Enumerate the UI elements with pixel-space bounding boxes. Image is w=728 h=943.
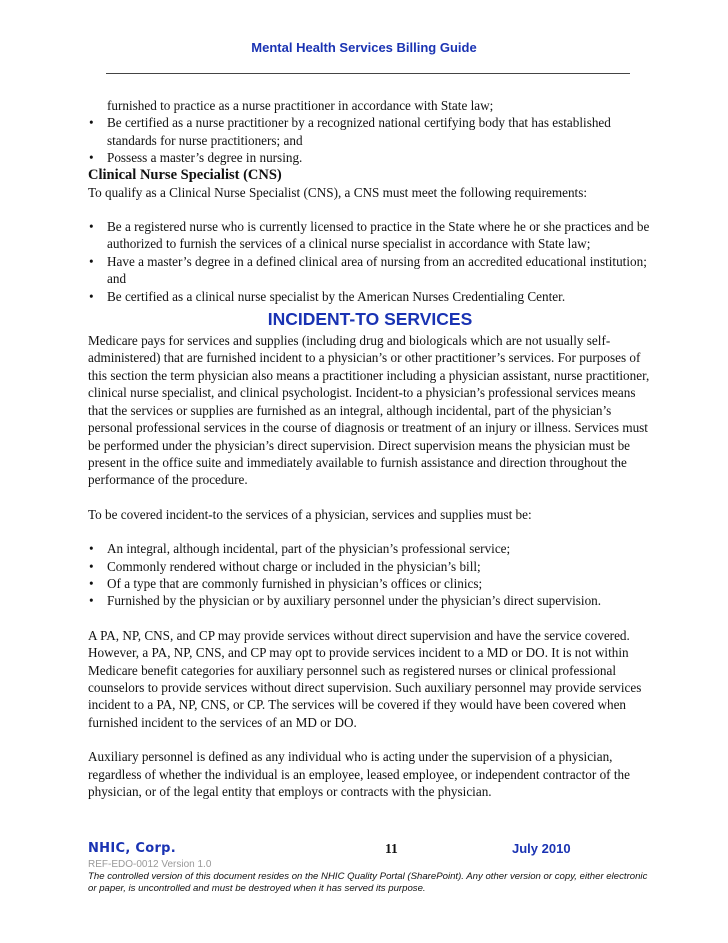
spacer bbox=[88, 610, 652, 627]
np-requirements-list bbox=[88, 114, 652, 166]
list-item: • Have a master’s degree in a defined clinical area of nursing from an accredited educational institution; and bbox=[88, 253, 652, 288]
footer-date: July 2010 bbox=[512, 841, 571, 856]
list-item: • Of a type that are commonly furnished in physician’s offices or clinics; bbox=[88, 575, 652, 592]
page-footer bbox=[88, 841, 648, 859]
spacer bbox=[88, 731, 652, 748]
list-item: • An integral, although incidental, part of the physician’s professional service; bbox=[88, 540, 652, 557]
coverage-requirements-list bbox=[88, 540, 652, 610]
cns-intro: To qualify as a Clinical Nurse Specialist (CNS), a CNS must meet the following requirements: bbox=[88, 184, 588, 200]
document-reference: REF-EDO-0012 Version 1.0 bbox=[88, 859, 212, 870]
list-item: • Commonly rendered without charge or included in the physician’s bill; bbox=[88, 558, 652, 575]
cns-requirements-list bbox=[88, 218, 652, 305]
spacer bbox=[88, 201, 652, 218]
list-item: • Be certified as a nurse practitioner by a recognized national certifying body that has established standards for nurse practitioners; and bbox=[88, 114, 652, 149]
header-rule bbox=[106, 73, 630, 74]
footer-page-number: 11 bbox=[385, 841, 398, 856]
footer-company: NHIC, Corp. bbox=[88, 841, 177, 856]
page-header-title: Mental Health Services Billing Guide bbox=[251, 40, 477, 55]
list-item: • Be certified as a clinical nurse specialist by the American Nurses Credentialing Center. bbox=[88, 288, 652, 305]
paragraph: Auxiliary personnel is defined as any individual who is acting under the supervision of a physician, regardless of whether the individual is an employee, leased employee, or independent contractor of the physician, or of the legal entity that employs or contracts with the physician. bbox=[88, 749, 630, 799]
paragraph: Medicare pays for services and supplies (including drug and biologicals which are not usually self-administered) that are furnished incident to a physician’s or other practitioner’s services. For purposes of this section the term physician also means a practitioner including a physician assistant, nurse practitioner, clinical nurse specialist, and clinical psychologist. Incident-to a physician’s professional services means that the services or supplies are furnished as an integral, although incidental, part of the physician’s personal professional services in the course of diagnosis or treatment of an injury or illness. Services must be performed under the physician’s direct supervision. Direct supervision means the physician must be present in the office suite and immediately available to furnish assistance and direction throughout the performance of the procedure. bbox=[88, 333, 650, 488]
list-item: • Be a registered nurse who is currently licensed to practice in the State where he or she practices and be authorized to furnish the services of a clinical nurse specialist in accordance with State law; bbox=[88, 218, 652, 253]
section-heading: INCIDENT-TO SERVICES bbox=[267, 309, 473, 330]
list-item: • Furnished by the physician or by auxiliary personnel under the physician’s direct supervision. bbox=[88, 592, 652, 609]
list-item: • Possess a master’s degree in nursing. bbox=[88, 149, 652, 166]
document-body bbox=[88, 97, 652, 800]
np-continuation-line: furnished to practice as a nurse practitioner in accordance with State law; bbox=[107, 98, 494, 113]
spacer bbox=[88, 523, 652, 540]
paragraph: To be covered incident-to the services of a physician, services and supplies must be: bbox=[88, 506, 532, 522]
spacer bbox=[88, 489, 652, 506]
paragraph: A PA, NP, CNS, and CP may provide services without direct supervision and have the service covered. However, a PA, NP, CNS, and CP may opt to provide services incident to a MD or DO. It is not within Medicare benefit categories for auxiliary personnel such as registered nurses or clinical professional counselors to provide services without direct supervision. Such auxiliary personnel may provide services incident to a PA, NP, CNS, or CP. The services will be covered if they would have been covered when furnished incident to the services of an MD or DO. bbox=[88, 627, 642, 730]
cns-heading: Clinical Nurse Specialist (CNS) bbox=[88, 166, 282, 183]
control-notice: The controlled version of this document resides on the NHIC Quality Portal (SharePoint). Any other version or copy, either electronic or paper, is uncontrolled and must be destroyed when it has served its purpose. bbox=[88, 871, 648, 894]
